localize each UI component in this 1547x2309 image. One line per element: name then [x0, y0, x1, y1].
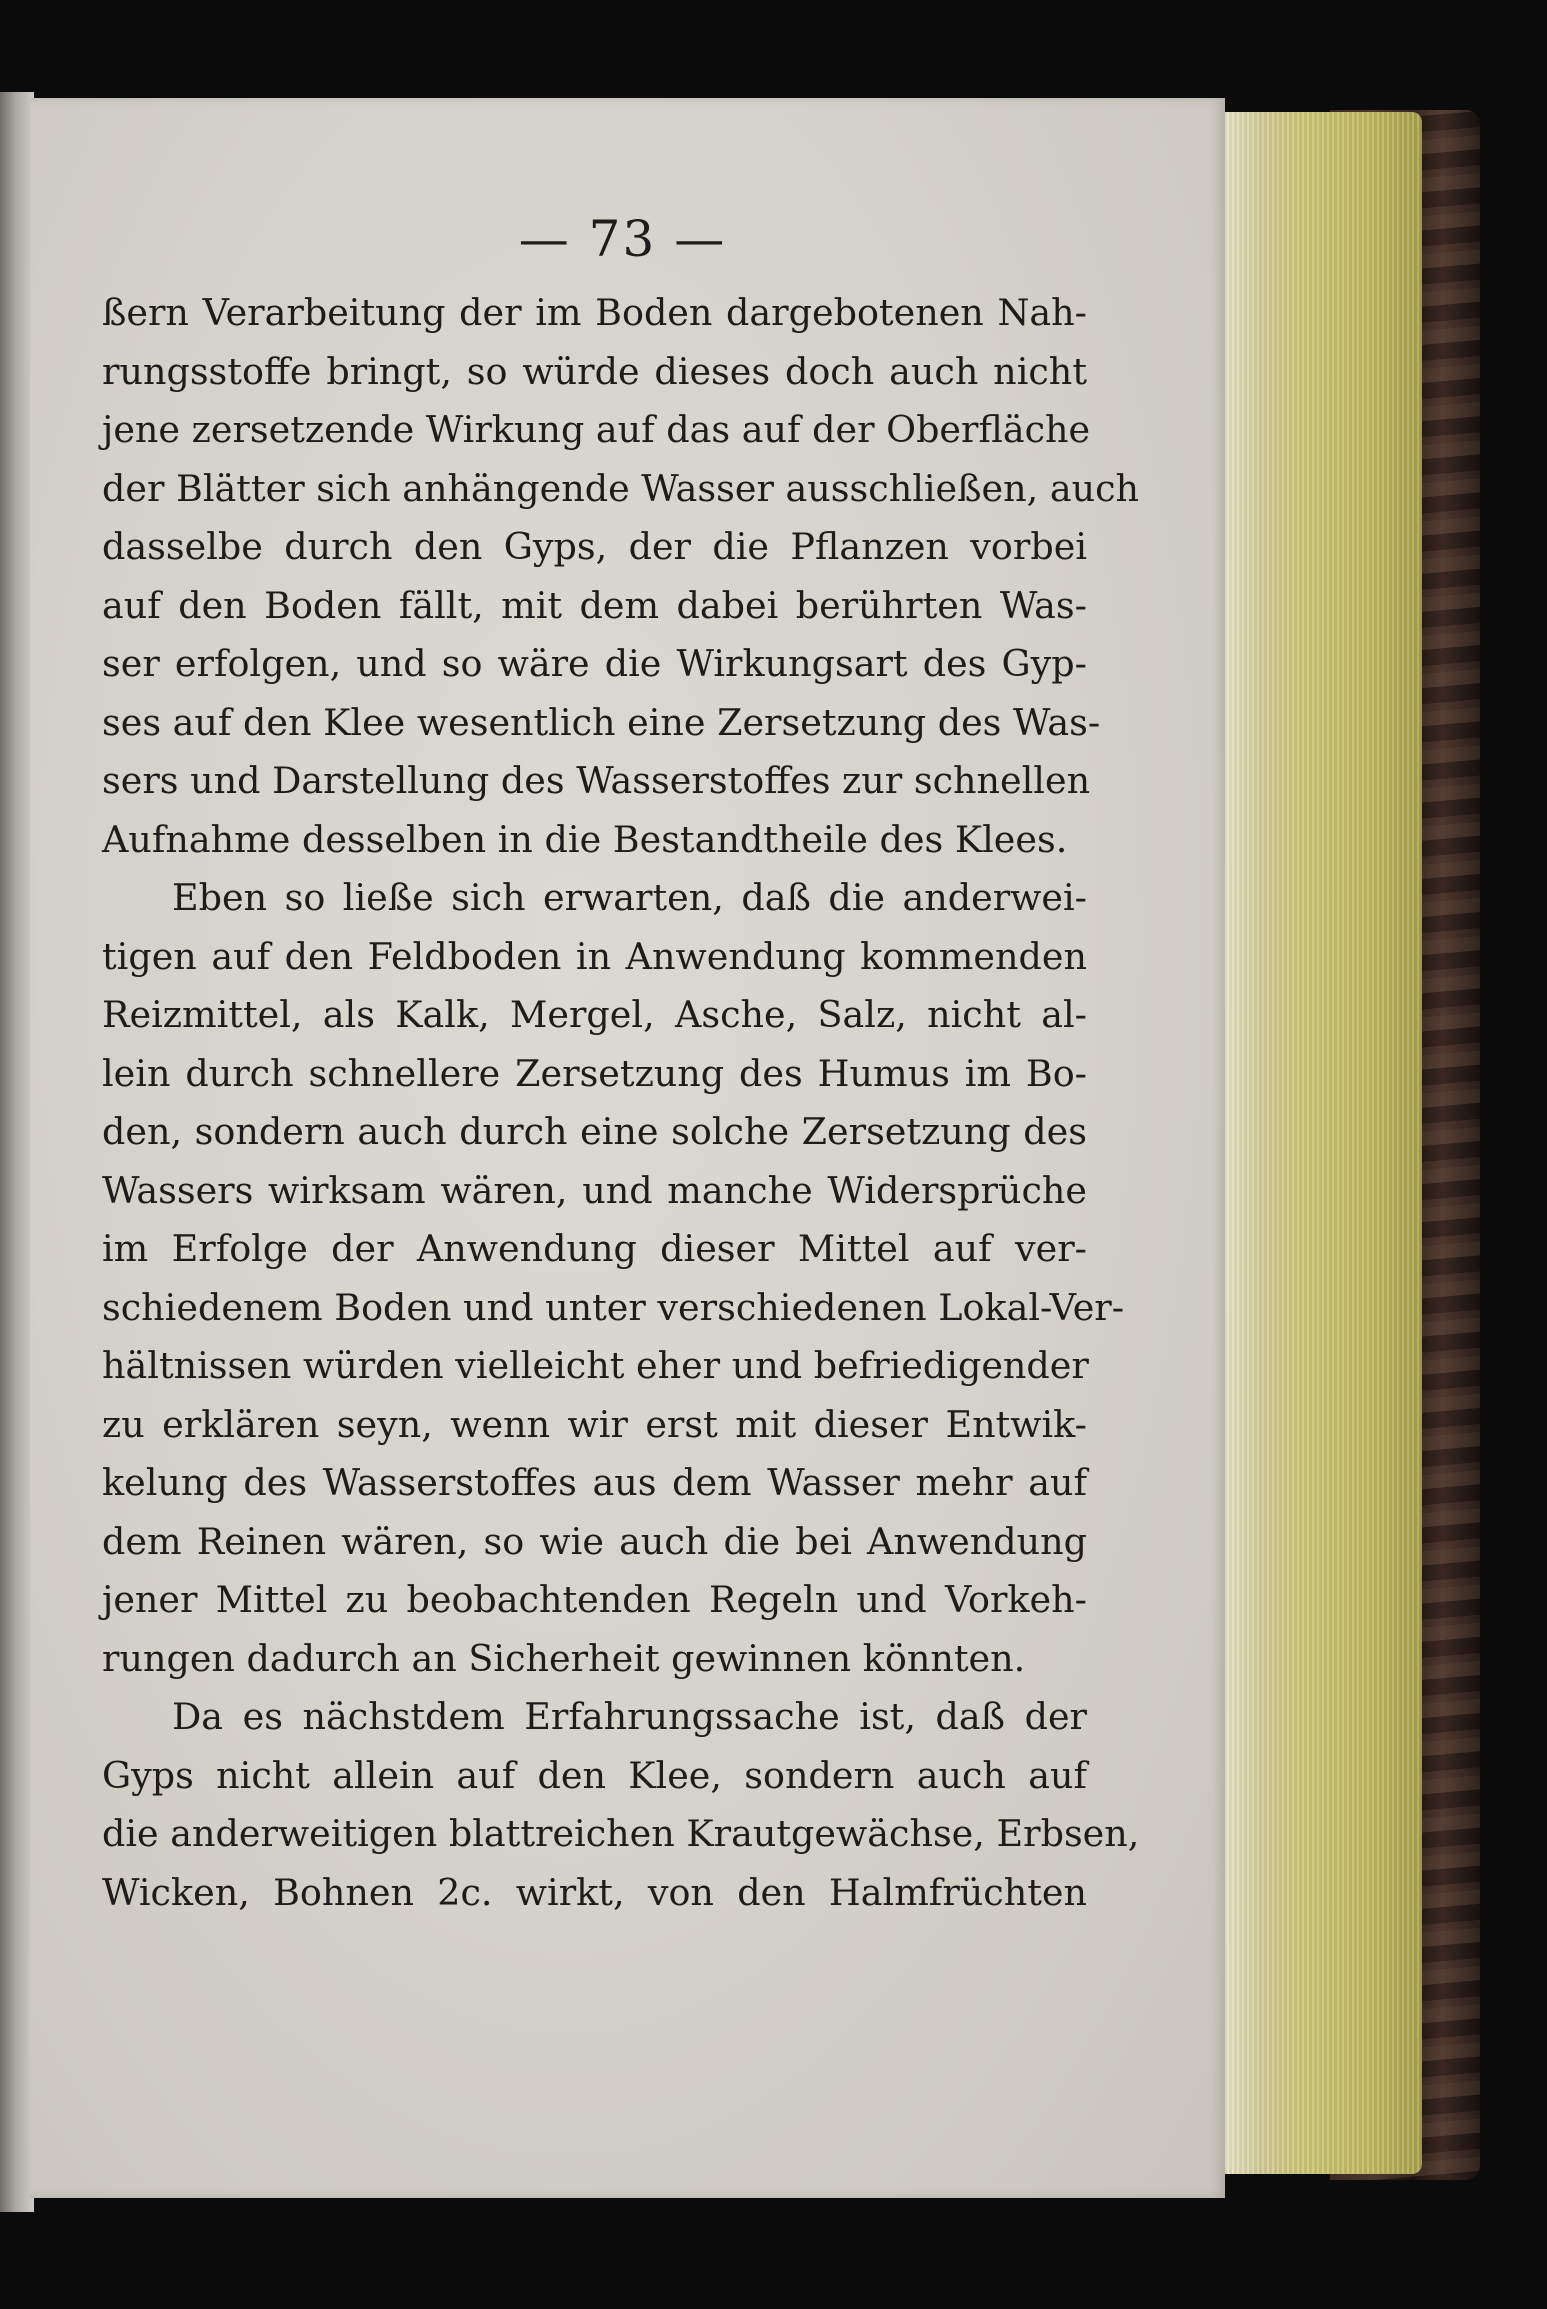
- page-number: — 73 —: [518, 210, 727, 268]
- text-line: im Erfolge der Anwendung dieser Mittel auf ver-: [102, 1227, 1087, 1270]
- text-line: kelung des Wasserstoffes aus dem Wasser mehr auf: [102, 1461, 1087, 1504]
- text-line: Eben so ließe sich erwarten, daß die anderwei-: [172, 876, 1087, 919]
- text-line: dasselbe durch den Gyps, der die Pflanzen vorbei: [102, 525, 1087, 568]
- text-line: hältnissen würden vielleicht eher und befriedigender: [102, 1344, 1089, 1387]
- text-line: rungen dadurch an Sicherheit gewinnen könnten.: [102, 1636, 1026, 1680]
- text-line: der Blätter sich anhängende Wasser ausschließen, auch: [102, 466, 1140, 510]
- text-line: lein durch schnellere Zersetzung des Humus im Bo-: [102, 1051, 1087, 1095]
- text-line: Wassers wirksam wären, und manche Widersprüche: [102, 1168, 1087, 1212]
- book-page: [30, 98, 1225, 2198]
- previous-page-edge: [0, 92, 34, 2212]
- text-line: die anderweitigen blattreichen Krautgewächse, Erbsen,: [102, 1812, 1140, 1855]
- text-line: ser erfolgen, und so wäre die Wirkungsart des Gyp-: [102, 642, 1087, 685]
- text-line: sers und Darstellung des Wasserstoffes zur schnellen: [102, 759, 1091, 802]
- text-line: Da es nächstdem Erfahrungssache ist, daß der: [172, 1695, 1087, 1738]
- text-line: schiedenem Boden und unter verschiedenen Lokal-Ver-: [102, 1285, 1125, 1329]
- text-line: auf den Boden fällt, mit dem dabei berührten Was-: [102, 583, 1087, 627]
- text-line: Gyps nicht allein auf den Klee, sondern auch auf: [102, 1753, 1087, 1797]
- text-line: ßern Verarbeitung der im Boden dargebotenen Nah-: [102, 291, 1087, 334]
- text-line: zu erklären seyn, wenn wir erst mit dieser Entwik-: [102, 1402, 1087, 1446]
- text-line: ses auf den Klee wesentlich eine Zersetzung des Was-: [102, 700, 1101, 744]
- text-line: den, sondern auch durch eine solche Zersetzung des: [102, 1110, 1087, 1153]
- text-line: jene zersetzende Wirkung auf das auf der Oberfläche: [102, 408, 1091, 451]
- page-block-edge: [1222, 112, 1422, 2174]
- text-line: Wicken, Bohnen 2c. wirkt, von den Halmfrüchten: [102, 1870, 1087, 1914]
- text-line: rungsstoffe bringt, so würde dieses doch auch nicht: [102, 349, 1087, 393]
- page-text: [102, 284, 1140, 1922]
- text-line: dem Reinen wären, so wie auch die bei Anwendung: [102, 1519, 1087, 1563]
- text-line: jener Mittel zu beobachtenden Regeln und Vorkeh-: [102, 1578, 1087, 1621]
- text-line: tigen auf den Feldboden in Anwendung kommenden: [102, 934, 1087, 978]
- text-line: Aufnahme desselben in die Bestandtheile des Klees.: [102, 817, 1068, 861]
- text-line: Reizmittel, als Kalk, Mergel, Asche, Salz, nicht al-: [102, 993, 1087, 1036]
